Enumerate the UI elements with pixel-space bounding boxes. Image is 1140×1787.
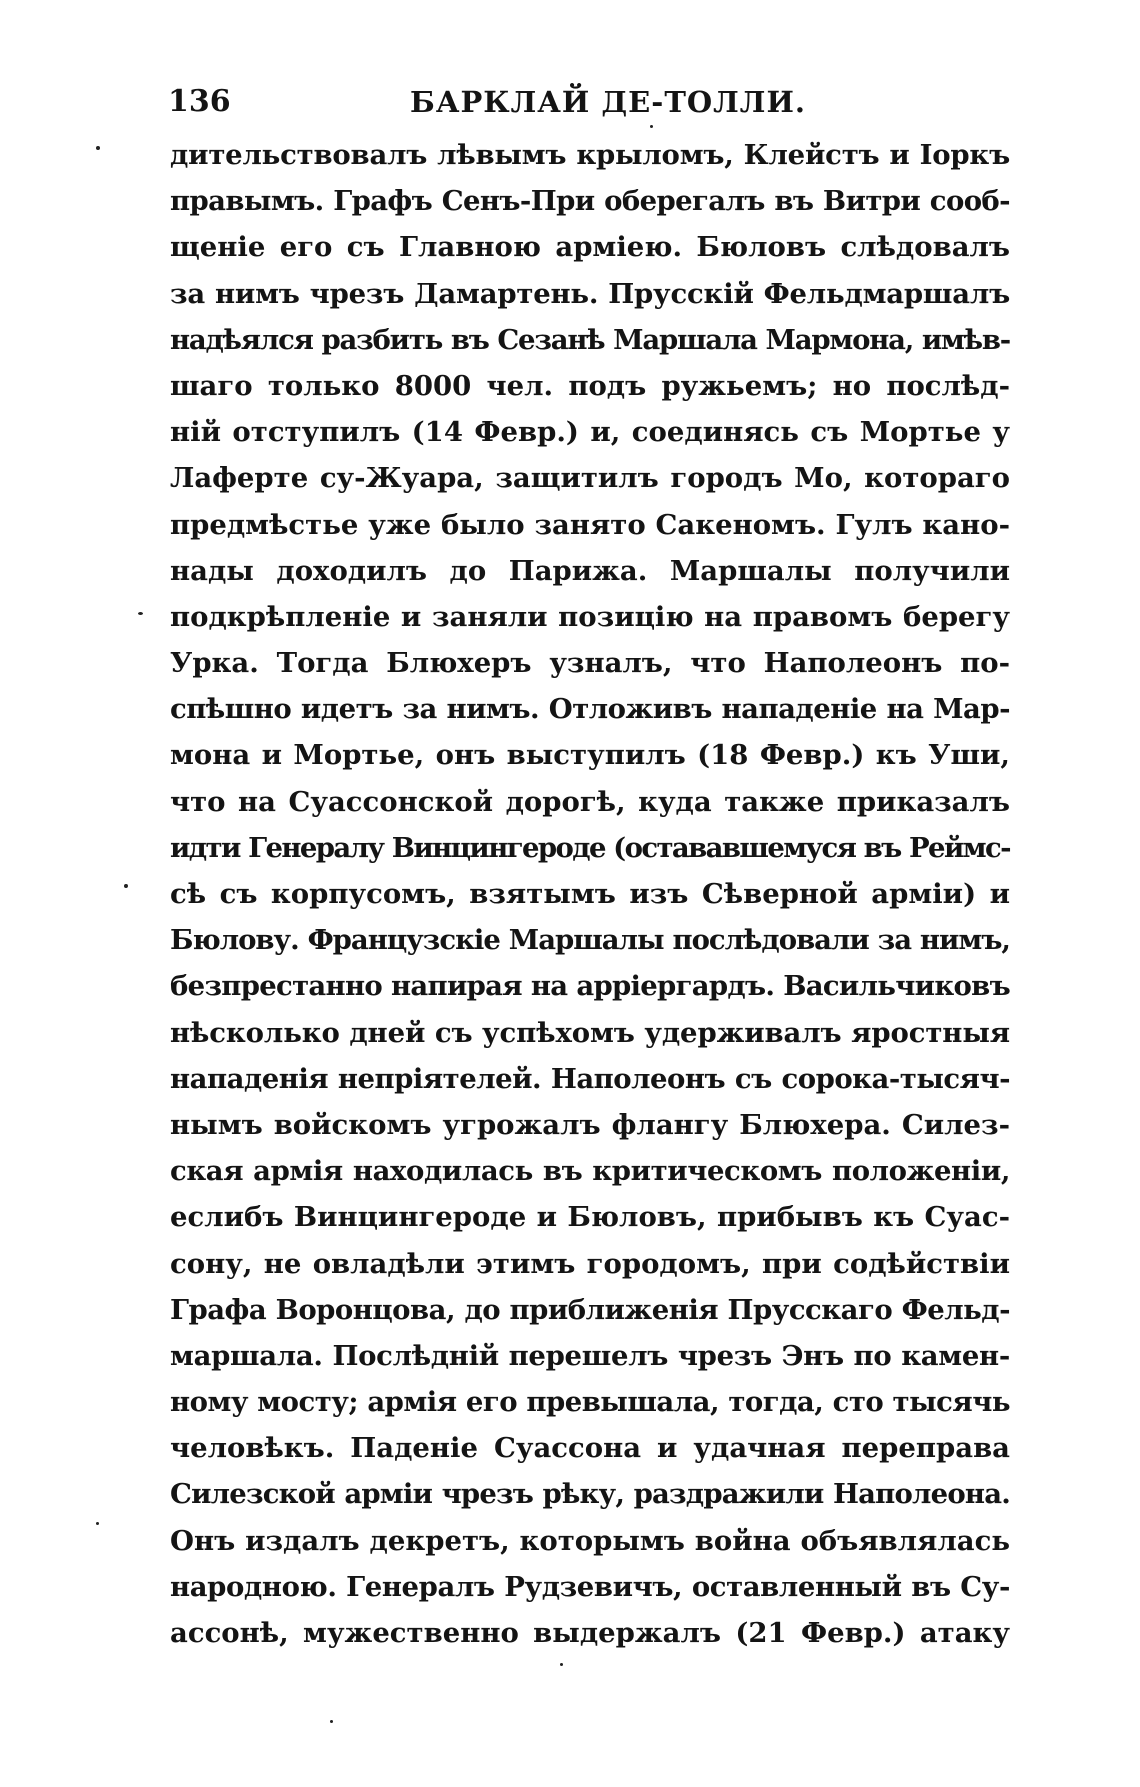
text-line: мона и Мортье, онъ выступилъ (18 Февр.) къ Уши, [170, 739, 1010, 772]
text-line: дительствовалъ лѣвымъ крыломъ, Клейстъ и Іоркъ [170, 139, 1010, 171]
scan-speck [330, 1720, 333, 1723]
page-number: 136 [168, 84, 231, 119]
text-line: нымъ войскомъ угрожалъ флангу Блюхера. Силез- [170, 1108, 1010, 1141]
text-line: нады доходилъ до Парижа. Маршалы получили [170, 554, 1010, 587]
text-line: за нимъ чрезъ Дамартень. Прусскій Фельдмаршалъ [170, 277, 1010, 310]
text-line: ассонѣ, мужественно выдержалъ (21 Февр.) атаку [170, 1617, 1010, 1649]
text-line: Графа Воронцова, до приближенія Прусскаго Фельд- [170, 1293, 1010, 1326]
text-line: еслибъ Винцингероде и Бюловъ, прибывъ къ Суас- [170, 1201, 1010, 1234]
text-line: ній отступилъ (14 Февр.) и, соединясь съ Мортье у [170, 416, 1010, 449]
text-line: правымъ. Графъ Сенъ-При оберегалъ въ Витри сооб- [170, 185, 1010, 218]
text-line: человѣкъ. Паденіе Суассона и удачная переправа [170, 1432, 1010, 1465]
text-line: подкрѣпленіе и заняли позицію на правомъ берегу [170, 600, 1010, 633]
text-line: предмѣстье уже было занято Сакеномъ. Гулъ кано- [170, 508, 1010, 541]
text-line: Онъ издалъ декретъ, которымъ война объявлялась [170, 1524, 1010, 1557]
text-line: Бюлову. Французскіе Маршалы послѣдовали за нимъ, [170, 924, 1010, 957]
page-header [168, 80, 1008, 124]
text-line: нѣсколько дней съ успѣхомъ удерживалъ яростныя [170, 1016, 1010, 1049]
scan-speck [560, 1663, 563, 1666]
text-line: идти Генералу Винцингероде (остававшемуся въ Реймс- [170, 831, 1010, 864]
text-line: Силезской арміи чрезъ рѣку, раздражили Наполеона. [170, 1478, 1010, 1511]
text-line: что на Суассонской дорогѣ, куда также приказалъ [170, 785, 1010, 818]
text-line: Лаферте су-Жуара, защитилъ городъ Мо, котораго [170, 462, 1010, 495]
scan-speck [96, 146, 100, 150]
text-line: народною. Генералъ Рудзевичъ, оставленный въ Су- [170, 1570, 1010, 1603]
body-text [170, 132, 1010, 1656]
text-line: нападенія непріятелей. Наполеонъ съ сорока-тысяч- [170, 1062, 1010, 1095]
text-line: маршала. Послѣдній перешелъ чрезъ Энъ по камен- [170, 1339, 1010, 1372]
text-line: сону, не овладѣли этимъ городомъ, при содѣйствіи [170, 1247, 1010, 1280]
text-line: ному мосту; армія его превышала, тогда, сто тысячь [170, 1386, 1010, 1419]
text-line: спѣшно идетъ за нимъ. Отложивъ нападеніе на Мар- [170, 693, 1010, 726]
scan-speck [96, 1522, 99, 1525]
scan-speck [650, 125, 653, 128]
running-title: БАРКЛАЙ ДЕ-ТОЛЛИ. [410, 85, 806, 119]
text-line: щеніе его съ Главною арміею. Бюловъ слѣдовалъ [170, 231, 1010, 264]
text-line: ская армія находилась въ критическомъ положеніи, [170, 1155, 1010, 1188]
text-line: Урка. Тогда Блюхеръ узналъ, что Наполеонъ по- [170, 647, 1010, 680]
text-line: шаго только 8000 чел. подъ ружьемъ; но послѣд- [170, 369, 1010, 402]
scan-speck [124, 884, 128, 888]
text-line: сѣ съ корпусомъ, взятымъ изъ Сѣверной арміи) и [170, 878, 1010, 910]
text-line: надѣялся разбить въ Сезанѣ Маршала Мармона, имѣв- [170, 323, 1010, 356]
scan-speck [138, 612, 143, 615]
text-line: безпрестанно напирая на аррiергардъ. Васильчиковъ [170, 970, 1010, 1003]
